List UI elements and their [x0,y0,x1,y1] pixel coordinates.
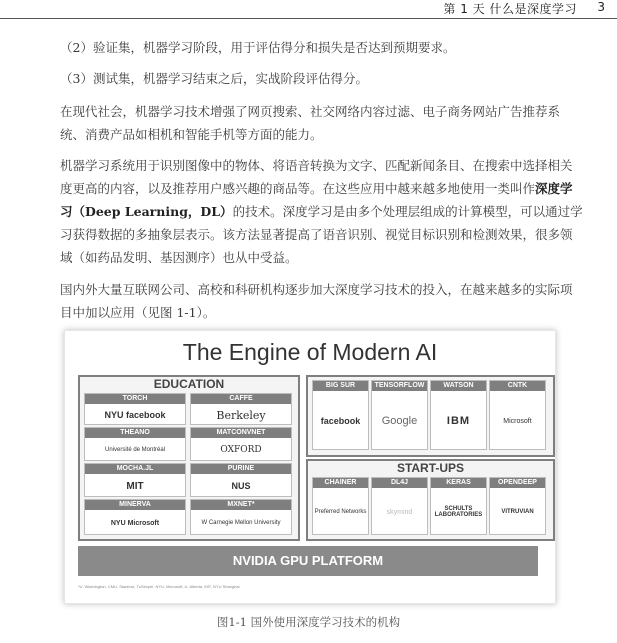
ibm-logo: IBM [446,415,471,427]
startup-cell-keras [430,477,487,535]
industry-label-cntk: CNTK [490,381,545,391]
figure-caption: 图1-1 国外使用深度学习技术的机构 [216,615,401,629]
edu-label-matconvnet: MATCONVNET [191,428,291,438]
startup-cell-chainer [312,477,369,535]
montreal-logo: Université de Montréal [104,447,166,453]
industry-label-tensorflow: TENSORFLOW [372,381,427,391]
edu-label-mxnet: MXNET* [191,500,291,510]
nyu-facebook-logo: NYU facebook [104,410,166,420]
startup-label-keras: KERAS [431,478,486,488]
edu-cell-mxnet [190,499,292,535]
skymind-logo: skymind [386,508,413,516]
running-title: 第 1 天 什么是深度学习 [443,2,577,16]
startups-box [306,459,555,541]
nyu-microsoft-logo: NYU Microsoft [110,519,160,527]
p4-text-a: 机器学习系统用于识别图像中的物体、将语音转换为文字、匹配新闻条目、在搜索中选择相关度更高的内容，以及推荐用户感兴趣的商品等。在这些应用中越来越多地使用一类叫作 [60,158,573,196]
figure-title: The Engine of Modern AI [182,339,438,365]
paragraph-ml-systems [60,154,583,269]
schults-logo: SCHULTS LABORATORIES [434,506,483,518]
google-logo: Google [381,415,418,427]
education-box [78,375,300,541]
mit-logo: MIT [126,480,144,492]
paragraph-test-set: （3）测试集，机器学习结束之后，实战阶段评估得分。 [60,71,368,86]
vitruvian-logo: VITRUVIAN [501,509,534,515]
running-header [0,0,617,19]
industry-box [306,375,555,457]
page-number: 3 [597,0,605,14]
industry-cell-tensorflow [371,380,428,450]
edu-label-torch: TORCH [85,394,185,404]
startups-title: START-UPS [396,461,465,475]
industry-cell-cntk [489,380,546,450]
microsoft-logo: Microsoft [503,417,532,425]
education-title: EDUCATION [153,377,225,391]
industry-label-watson: WATSON [431,381,486,391]
industry-cell-bigsur [312,380,369,450]
edu-label-mocha: MOCHA.JL [85,464,185,474]
startup-label-dl4j: DL4J [372,478,427,488]
edu-cell-caffe [190,393,292,425]
edu-cell-theano [84,427,186,461]
industry-cell-watson [430,380,487,450]
nus-logo: NUS [231,481,251,491]
cmu-washington-logo: W Carnegie Mellon University [201,520,281,526]
edu-cell-minerva [84,499,186,535]
edu-label-caffe: CAFFE [191,394,291,404]
edu-label-purine: PURINE [191,464,291,474]
p4-text-b: 的技术。深度学习是由多个处理层组成的计算模型，可以通过学习获得数据的多抽象层表示。该方法显著提高了语音识别、视觉目标识别和检测效果，很多领域（如药品发明、基因测序）也从中受益。 [60,204,583,265]
edu-cell-matconvnet [190,427,292,461]
berkeley-logo: Berkeley [216,408,266,422]
oxford-logo: OXFORD [220,445,262,455]
industry-label-bigsur: BIG SUR [313,381,368,391]
edu-label-theano: THEANO [85,428,185,438]
edu-cell-purine [190,463,292,497]
figure-engine-of-modern-ai [64,330,556,604]
edu-cell-torch [84,393,186,425]
paragraph-validation-set: （2）验证集，机器学习阶段，用于评估得分和损失是否达到预期要求。 [60,40,456,55]
figure-footnote: *U. Washington, CMU, Stanford, TuSimple, NYU, Microsoft, U. Alberta, MIT, NYU Shanghai [78,584,240,589]
facebook-logo: facebook [320,416,361,426]
edu-cell-mocha [84,463,186,497]
edu-label-minerva: MINERVA [85,500,185,510]
paragraph-modern-society: 在现代社会，机器学习技术增强了网页搜索、社交网络内容过滤、电子商务网站广告推荐系统、消费产品如相机和智能手机等方面的能力。 [60,104,561,142]
startup-cell-opendeep [489,477,546,535]
paragraph-industry-adoption: 国内外大量互联网公司、高校和科研机构逐步加大深度学习技术的投入，在越来越多的实际项目中加以应用（见图 1-1）。 [60,282,573,320]
startup-label-opendeep: OPENDEEP [490,478,545,488]
deep-learning-term: 深度学习（Deep Learning，DL） [60,181,573,219]
startup-label-chainer: CHAINER [313,478,368,488]
startup-cell-dl4j [371,477,428,535]
preferred-networks-logo: Preferred Networks [314,509,367,515]
nvidia-gpu-platform-bar: NVIDIA GPU PLATFORM [78,546,538,576]
